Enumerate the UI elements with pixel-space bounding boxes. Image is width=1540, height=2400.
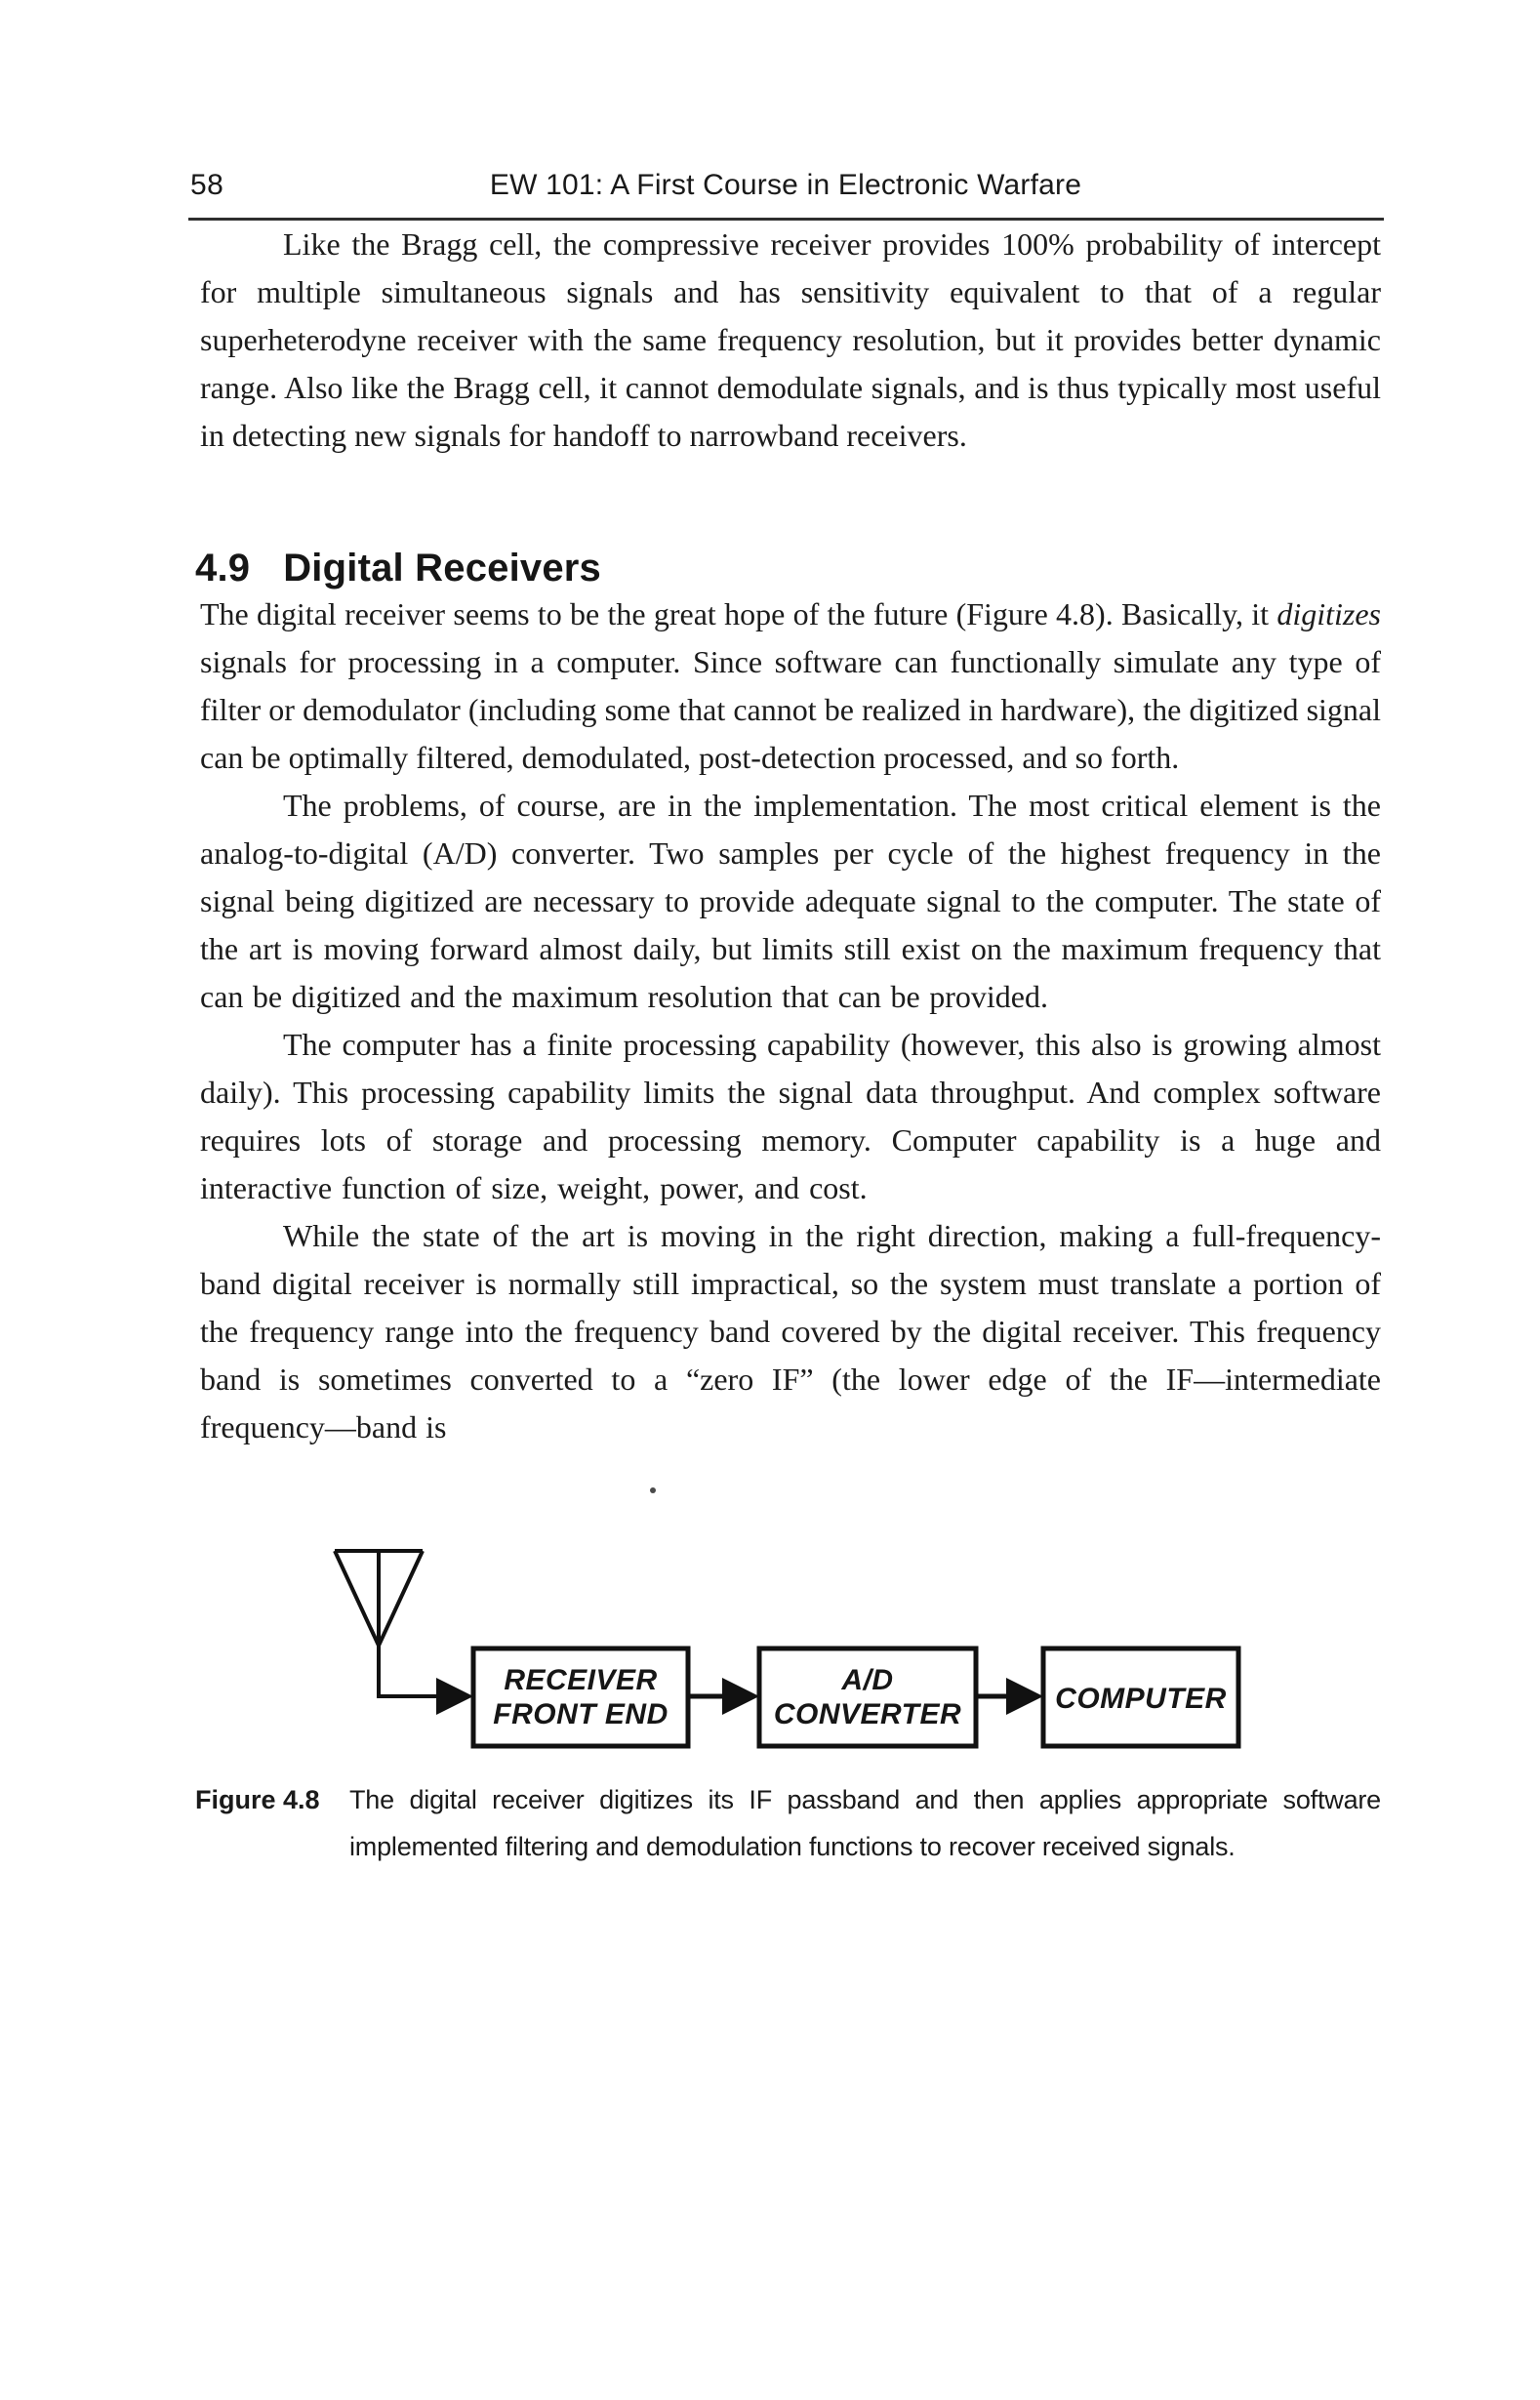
digitizes-emphasis: digitizes: [1277, 596, 1381, 631]
paragraph-computer-capability: The computer has a finite processing capability (however, this also is growing almost daily). This processing capability limits the signal data throughput. And complex software requires lots of storage and processing memory. Computer capability is a huge and interactive function of size, weight, power, and cost.: [200, 1027, 1381, 1205]
page-number: 58: [190, 169, 224, 201]
paragraph-digital-receiver-text-cont: signals for processing in a computer. Since software can functionally simulate any type of filter or demodulator (including some that cannot be realized in hardware), the digitized signal can be optimally filtered, demodulated, post-detection processed, and so forth.: [200, 644, 1381, 775]
ad-converter-label-line1: A/D: [841, 1664, 894, 1696]
flow-arrow-icon: [1006, 1678, 1043, 1715]
paragraph-digital-receiver: [200, 590, 1381, 782]
flow-arrow-icon: [436, 1678, 473, 1715]
section-heading: [195, 546, 1381, 590]
scan-dot-artifact: [650, 1487, 656, 1493]
computer-box: [1043, 1648, 1238, 1746]
ad-converter-label-line2: CONVERTER: [773, 1698, 962, 1730]
ad-converter-box: [759, 1648, 976, 1746]
figure-caption-label: Figure 4.8: [195, 1785, 320, 1814]
computer-label: COMPUTER: [1055, 1683, 1227, 1715]
receiver-front-end-box: [473, 1648, 688, 1746]
flow-arrow-icon: [722, 1678, 759, 1715]
svg-text:RECEIVER: [504, 1664, 657, 1696]
paragraph-digital-receiver-text: The digital receiver seems to be the great hope of the future (Figure 4.8). Basically, it: [200, 596, 1277, 631]
running-header-title: EW 101: A First Course in Electronic Warfare: [489, 169, 1082, 201]
section-title: Digital Receivers: [283, 547, 602, 590]
figure-caption-text: The digital receiver digitizes its IF passband and then applies appropriate software implemented filtering and demodulation functions to recover received signals.: [349, 1785, 1381, 1861]
svg-text:A/D: [840, 1664, 893, 1696]
receiver-front-end-label-line2: FRONT END: [493, 1698, 669, 1730]
svg-text:COMPUTER: [1055, 1683, 1227, 1715]
paragraph-problems: The problems, of course, are in the implementation. The most critical element is the analog-to-digital (A/D) converter. Two samples per cycle of the highest frequency in the signal being digitized are necessary to provide adequate signal to the computer. The state of the art is moving forward almost daily, but limits still exist on the maximum frequency that can be digitized and the maximum resolution that can be provided.: [200, 788, 1381, 1014]
svg-text:FRONT END: [493, 1698, 669, 1730]
figure-caption: [195, 1776, 1381, 1870]
paragraph-state-of-art: While the state of the art is moving in the right direction, making a full-frequency-band digital receiver is normally still impractical, so the system must translate a portion of the frequency range into the frequency band covered by the digital receiver. This frequency band is sometimes converted to a “zero IF” (the lower edge of the IF—intermediate frequency—band is: [200, 1218, 1381, 1444]
svg-text:CONVERTER: [774, 1698, 961, 1730]
antenna-icon: [335, 1551, 436, 1696]
section-number: 4.9: [195, 547, 251, 590]
receiver-front-end-label-line1: RECEIVER: [504, 1664, 658, 1696]
paragraph-bragg-cell: Like the Bragg cell, the compressive receiver provides 100% probability of intercept for multiple simultaneous signals and has sensitivity equivalent to that of a regular superheterodyne receiver with the same frequency resolution, but it provides better dynamic range. Also like the Bragg cell, it cannot demodulate signals, and is thus typically most useful in detecting new signals for handoff to narrowband receivers.: [200, 226, 1381, 453]
running-header: [190, 168, 1381, 203]
figure-4-8-diagram: [200, 1478, 1381, 1770]
